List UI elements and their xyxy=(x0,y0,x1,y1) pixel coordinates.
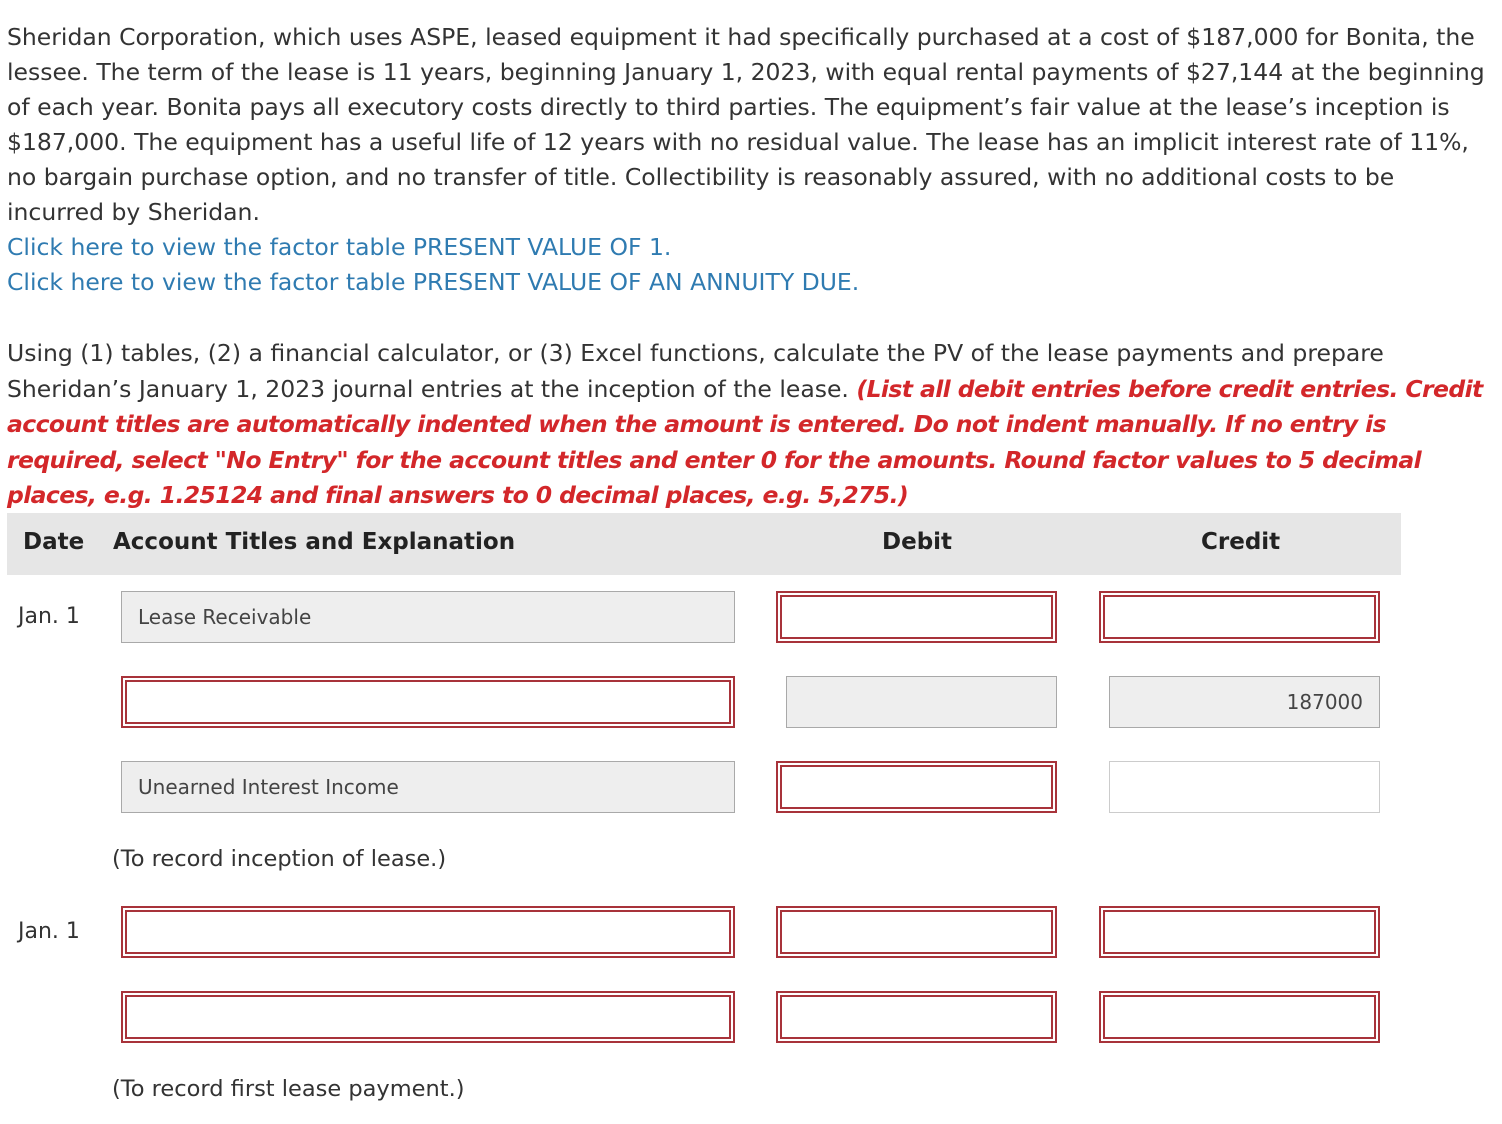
pv-annuity-due-link[interactable]: Click here to view the factor table PRESENT VALUE OF AN ANNUITY DUE. xyxy=(7,268,860,296)
pv-of-1-link[interactable]: Click here to view the factor table PRESENT VALUE OF 1. xyxy=(7,233,672,261)
entry2-row1-credit-input[interactable] xyxy=(1099,906,1380,958)
entry2-row1-debit-input[interactable] xyxy=(776,906,1057,958)
entry1-row2-account-input[interactable] xyxy=(121,676,735,728)
header-account-titles: Account Titles and Explanation xyxy=(113,529,516,555)
instructions xyxy=(7,336,1495,514)
entry1-row2-debit-field[interactable] xyxy=(786,676,1057,728)
header-date: Date xyxy=(23,529,85,555)
entry2-date: Jan. 1 xyxy=(18,919,80,944)
problem-statement: Sheridan Corporation, which uses ASPE, leased equipment it had specifically purchased at a cost of $187,000 for Bonita, the lessee. The term of the lease is 11 years, beginning January 1, 2023, with equal rental payments of $27,144 at the beginning of each year. Bonita pays all executory costs directly to third parties. The equipment’s fair value at the lease’s inception is $187,000. The equipment has a useful life of 12 years with no residual value. The lease has an implicit interest rate of 11%, no bargain purchase option, and no transfer of title. Collectibility is reasonably assured, with no additional costs to be incurred by Sheridan. xyxy=(7,23,1485,226)
entry2-row2-credit-input[interactable] xyxy=(1099,991,1380,1043)
journal-table-header xyxy=(7,513,1401,575)
entry1-row3-debit-input[interactable] xyxy=(776,761,1057,813)
entry2-explanation: (To record first lease payment.) xyxy=(112,1076,465,1102)
entry1-date: Jan. 1 xyxy=(18,604,80,629)
entry1-row1-debit-input[interactable] xyxy=(776,591,1057,643)
entry2-row2-debit-input[interactable] xyxy=(776,991,1057,1043)
instructions-main: Using (1) tables, (2) a financial calculator, or (3) Excel functions, calculate the PV of the lease payments and prepare Sheridan’s January 1, 2023 journal entries at the inception of the lease. xyxy=(7,339,1384,403)
entry1-row1-credit-input[interactable] xyxy=(1099,591,1380,643)
entry1-explanation: (To record inception of lease.) xyxy=(112,846,447,872)
entry1-row3-credit-input[interactable] xyxy=(1109,761,1380,813)
instructions-emphasis: (List all debit entries before credit entries. Credit account titles are automatically indented when the amount is entered. Do not indent manually. If no entry is required, select "No Entry" for the account titles and enter 0 for the amounts. Round factor values to 5 decimal places, e.g. 1.25124 and final answers to 0 decimal places, e.g. 5,275.) xyxy=(7,374,1483,509)
entry1-row3-account-field[interactable]: Unearned Interest Income xyxy=(121,761,735,813)
entry2-row2-account-input[interactable] xyxy=(121,991,735,1043)
factor-table-links xyxy=(7,230,859,300)
entry2-row1-account-input[interactable] xyxy=(121,906,735,958)
entry1-row1-account-field[interactable]: Lease Receivable xyxy=(121,591,735,643)
entry1-row2-credit-field[interactable]: 187000 xyxy=(1109,676,1380,728)
header-credit: Credit xyxy=(1201,529,1281,555)
header-debit: Debit xyxy=(882,529,953,555)
